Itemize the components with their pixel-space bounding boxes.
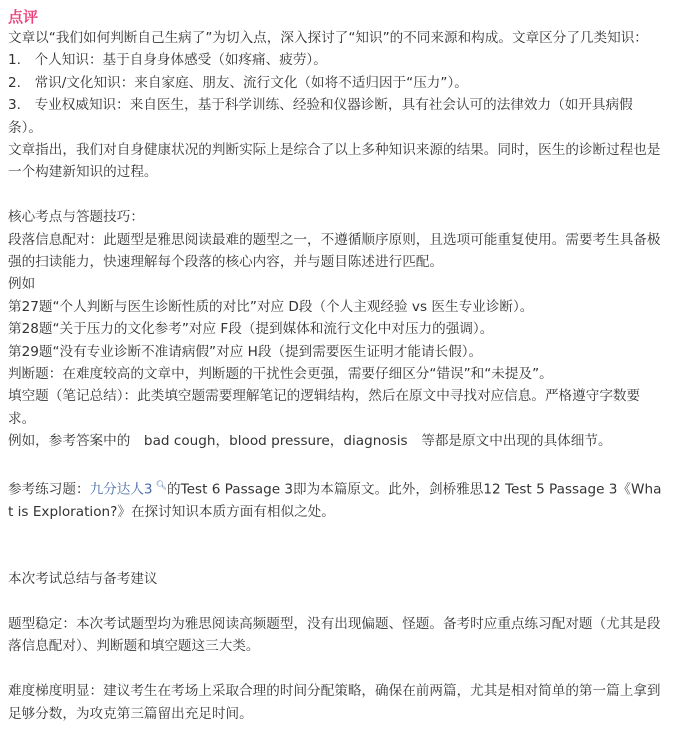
- practice-paragraph: [8, 475, 666, 523]
- practice-prefix: 参考练习题：: [8, 481, 90, 498]
- spacer: [8, 591, 666, 613]
- search-icon[interactable]: 🔍︎: [155, 481, 168, 492]
- gradient-paragraph: 难度梯度明显：建议考生在考场上采取合理的时间分配策略，确保在前两篇，尤其是相对简单的第一篇上拿到足够分数，为攻克第三篇留出充足时间。: [8, 683, 661, 722]
- example-label: 例如: [8, 276, 36, 293]
- question-27: 第27题“个人判断与医生诊断性质的对比”对应 D段（个人主观经验 vs 医生专业诊断）。: [8, 298, 534, 315]
- knowledge-item-1: 1. 个人知识：基于自身身体感受（如疼痛、疲劳）。: [8, 52, 327, 69]
- knowledge-item-2: 2. 常识/文化知识：来自家庭、朋友、流行文化（如将不适归因于“压力”）。: [8, 74, 468, 91]
- spacer: [8, 523, 666, 545]
- intro-paragraph: 文章以“我们如何判断自己生病了”为切入点，深入探讨了“知识”的不同来源和构成。文章区分了几类知识：: [8, 30, 648, 46]
- matching-paragraph: 段落信息配对：此题型是雅思阅读最难的题型之一，不遵循顺序原则，且选项可能重复使用。需要考生具备极强的扫读能力，快速理解每个段落的核心内容，并与题目陈述进行匹配。: [8, 231, 661, 271]
- question-29: 第29题“没有专业诊断不准请病假”对应 H段（提到需要医生证明才能请长假）。: [8, 343, 483, 360]
- fill-paragraph: 填空题（笔记总结）：此类填空题需要理解笔记的逻辑结构，然后在原文中寻找对应信息。严格遵守字数要求。: [8, 388, 641, 427]
- summary-paragraph: 文章指出，我们对自身健康状况的判断实际上是综合了以上多种知识来源的结果。同时，医生的诊断过程也是一个构建新知识的过程。: [8, 142, 661, 181]
- spacer: [8, 658, 666, 680]
- spacer: [8, 453, 666, 475]
- fill-example: 例如，参考答案中的 bad cough，blood pressure，diagnosis 等都是原文中出现的具体细节。: [8, 433, 612, 450]
- section-title-review: 点评: [8, 8, 39, 26]
- section-title-summary: 本次考试总结与备考建议: [8, 571, 158, 588]
- practice-rest: 的Test 6 Passage 3即为本篇原文。此外，剑桥雅思12 Test 5 Passage 3《What is Exploration?》在探讨知识本质方面有相似之处。: [8, 481, 662, 521]
- stable-paragraph: 题型稳定：本次考试题型均为雅思阅读高频题型，没有出现偏题、怪题。备考时应重点练习配对题（尤其是段落信息配对）、判断题和填空题这三大类。: [8, 616, 661, 655]
- question-28: 第28题“关于压力的文化参考”对应 F段（提到媒体和流行文化中对压力的强调）。: [8, 321, 494, 338]
- practice-link[interactable]: 九分达人3: [89, 481, 153, 498]
- judgement-paragraph: 判断题：在难度较高的文章中，判断题的干扰性会更强，需要仔细区分“错误”和“未提及”。: [8, 366, 553, 383]
- spacer: [8, 546, 666, 568]
- spacer: [8, 184, 666, 206]
- review-article: [8, 0, 666, 725]
- knowledge-item-3: 3. 专业权威知识：来自医生，基于科学训练、经验和仪器诊断，具有社会认可的法律效力（如开具病假条）。: [8, 97, 633, 136]
- core-title: 核心考点与答题技巧：: [8, 209, 144, 226]
